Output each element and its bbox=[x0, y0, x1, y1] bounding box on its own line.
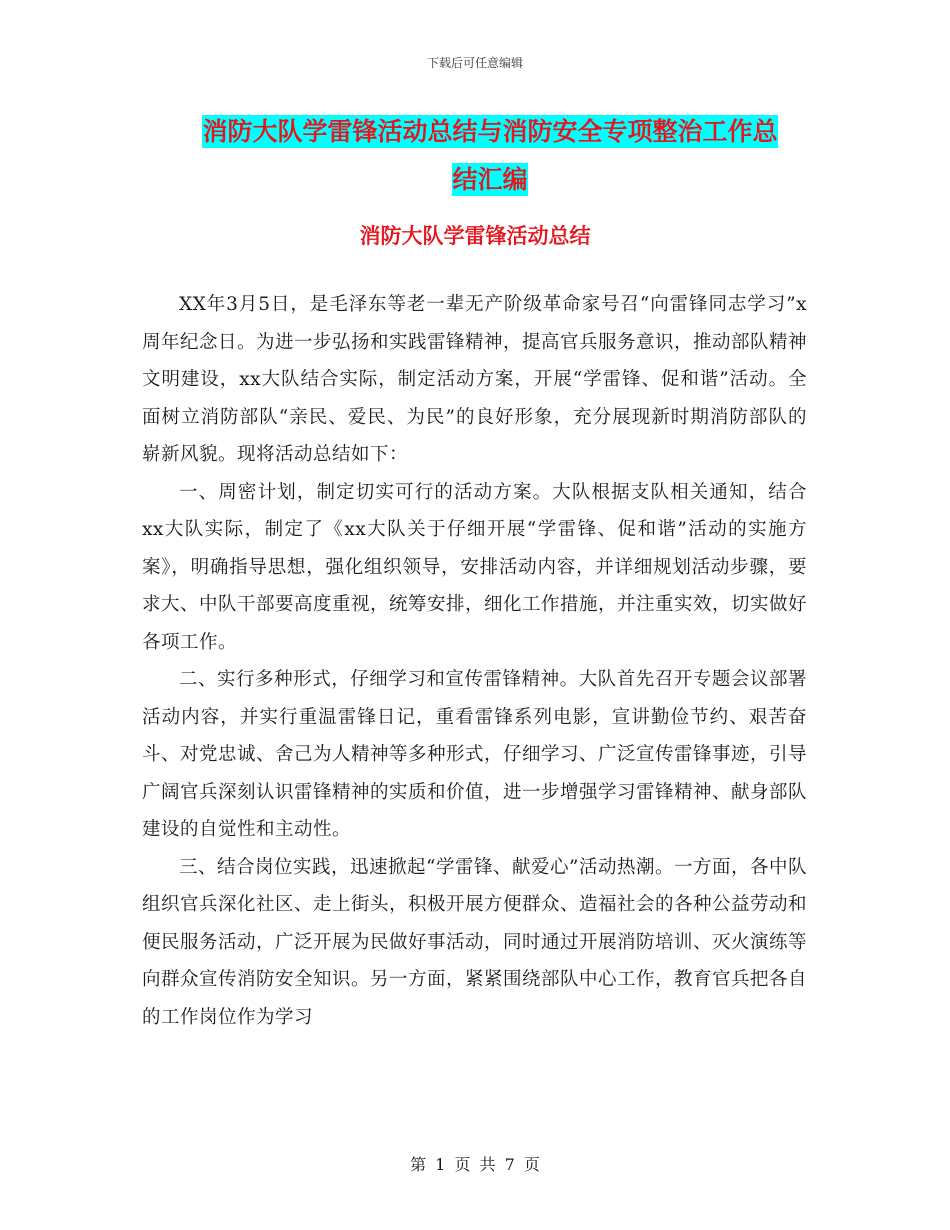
section-title: 消防大队学雷锋活动总结 bbox=[359, 224, 591, 248]
document-title-line-2: 结汇编 bbox=[452, 165, 528, 194]
paragraph-study: 二、实行多种形式，仔细学习和宣传雷锋精神。大队首先召开专题会议部署活动内容，并实行重温雷锋日记，重看雷锋系列电影，宣讲勤俭节约、艰苦奋斗、对党忠诚、舍己为人精神等多种形式，仔细学习、广泛宣传雷锋事迹，引导广阔官兵深刻认识雷锋精神的实质和价值，进一步增强学习雷锋精神、献身部队建设的自觉性和主动性。 bbox=[142, 669, 808, 840]
header-note: 下载后可任意编辑 bbox=[426, 56, 523, 70]
paragraph-plan: 一、周密计划，制定切实可行的活动方案。大队根据支队相关通知，结合xx大队实际，制定了《xx大队关于仔细开展“学雷锋、促和谐”活动的实施方案》，明确指导思想，强化组织领导，安排活动内容，并详细规划活动步骤，要求大、中队干部要高度重视，统筹安排，细化工作措施，并注重实效，切实做好各项工作。 bbox=[142, 481, 808, 653]
document-title-line-1: 消防大队学雷锋活动总结与消防安全专项整治工作总 bbox=[202, 117, 778, 146]
document-title bbox=[140, 108, 840, 204]
paragraph-intro: XX年3月5日，是毛泽东等老一辈无产阶级革命家号召“向雷锋同志学习”x周年纪念日。为进一步弘扬和实践雷锋精神，提高官兵服务意识，推动部队精神文明建设，xx大队结合实际，制定活动方案，开展“学雷锋、促和谐”活动。全面树立消防部队“亲民、爱民、为民”的良好形象，充分展现新时期消防部队的崭新风貌。现将活动总结如下： bbox=[142, 294, 808, 465]
page-number: 第 1 页 共 7 页 bbox=[410, 1155, 540, 1174]
paragraph-practice: 三、结合岗位实践，迅速掀起“学雷锋、献爱心”活动热潮。一方面，各中队组织官兵深化社区、走上街头，积极开展方便群众、造福社会的各种公益劳动和便民服务活动，广泛开展为民做好事活动，同时通过开展消防培训、灭火演练等向群众宣传消防安全知识。另一方面，紧紧围绕部队中心工作，教育官兵把各自的工作岗位作为学习 bbox=[142, 856, 808, 1028]
document-body bbox=[142, 286, 807, 1036]
